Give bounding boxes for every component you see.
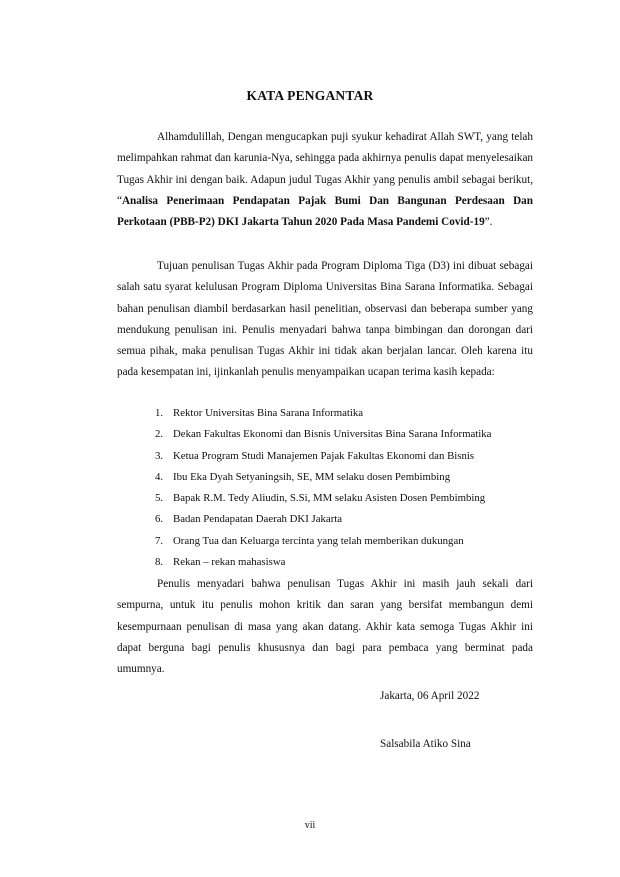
thesis-title: Analisa Penerimaan Pendapatan Pajak Bumi Dan Bangunan Perdesaan Dan Perkotaan (PBB-P2) DKI Jakarta Tahun 2020 Pada Masa Pandemi Covid-19: [117, 194, 533, 229]
list-item: [155, 467, 555, 488]
list-item: [155, 531, 555, 552]
list-text: Ibu Eka Dyah Setyaningsih, SE, MM selaku dosen Pembimbing: [173, 470, 451, 483]
intro-text: Alhamdulillah, Dengan mengucapkan puji syukur kehadirat Allah SWT, yang telah melimpahkan rahmat dan karunia-Nya, sehingga pada akhirnya penulis dapat menyelesaikan Tugas Akhir ini dengan baik. Adapun judul Tugas Akhir yang penulis ambil sebagai berikut, “: [117, 131, 533, 207]
list-item: [155, 509, 555, 530]
closing-text: Penulis menyadari bahwa penulisan Tugas Akhir ini masih jauh sekali dari sempurna, untuk itu penulis mohon kritik dan saran yang bersifat membangun demi kesempurnaan penulisan di masa yang akan datang. Akhir kata semoga Tugas Akhir ini dapat berguna bagi penulis khususnya dan bagi para pembaca yang berminat pada umumnya.: [117, 578, 533, 676]
list-number: 2.: [155, 428, 164, 441]
intro-text-end: ”.: [484, 216, 493, 229]
list-text: Dekan Fakultas Ekonomi dan Bisnis Universitas Bina Sarana Informatika: [173, 428, 492, 441]
list-number: 5.: [155, 492, 164, 505]
purpose-paragraph: [117, 256, 533, 384]
list-item: [155, 424, 555, 445]
list-number: 6.: [155, 513, 164, 526]
signer-name: Salsabila Atiko Sina: [380, 738, 471, 750]
list-text: Orang Tua dan Keluarga tercinta yang telah memberikan dukungan: [173, 534, 464, 547]
list-number: 3.: [155, 449, 164, 462]
page-number: vii: [304, 820, 316, 831]
list-item: [155, 552, 555, 573]
list-number: 7.: [155, 534, 164, 547]
closing-paragraph: [117, 574, 533, 680]
list-text: Bapak R.M. Tedy Aliudin, S.Si, MM selaku Asisten Dosen Pembimbing: [173, 492, 486, 505]
list-item: [155, 446, 555, 467]
place-date: Jakarta, 06 April 2022: [380, 690, 480, 702]
list-item: [155, 488, 555, 509]
list-number: 4.: [155, 470, 164, 483]
list-number: 8.: [155, 556, 164, 569]
thanks-list: [155, 403, 555, 573]
purpose-text: Tujuan penulisan Tugas Akhir pada Program Diploma Tiga (D3) ini dibuat sebagai salah satu syarat kelulusan Program Diploma Universitas Bina Sarana Informatika. Sebagai bahan penulisan diambil berdasarkan hasil penelitian, observasi dan beberapa sumber yang mendukung penulisan ini. Penulis menyadari bahwa tanpa bimbingan dan dorongan dari semua pihak, maka penulisan Tugas Akhir ini tidak akan berjalan lancar. Oleh karena itu pada kesempatan ini, ijinkanlah penulis menyampaikan ucapan terima kasih kepada:: [117, 260, 533, 379]
list-text: Rekan – rekan mahasiswa: [173, 556, 286, 569]
list-text: Rektor Universitas Bina Sarana Informatika: [173, 407, 364, 419]
list-text: Ketua Program Studi Manajemen Pajak Fakultas Ekonomi dan Bisnis: [173, 449, 475, 462]
list-number: 1.: [155, 407, 164, 419]
intro-paragraph: [117, 127, 533, 233]
list-item: [155, 403, 555, 424]
page-title: KATA PENGANTAR: [246, 88, 374, 103]
list-text: Badan Pendapatan Daerah DKI Jakarta: [173, 513, 343, 526]
